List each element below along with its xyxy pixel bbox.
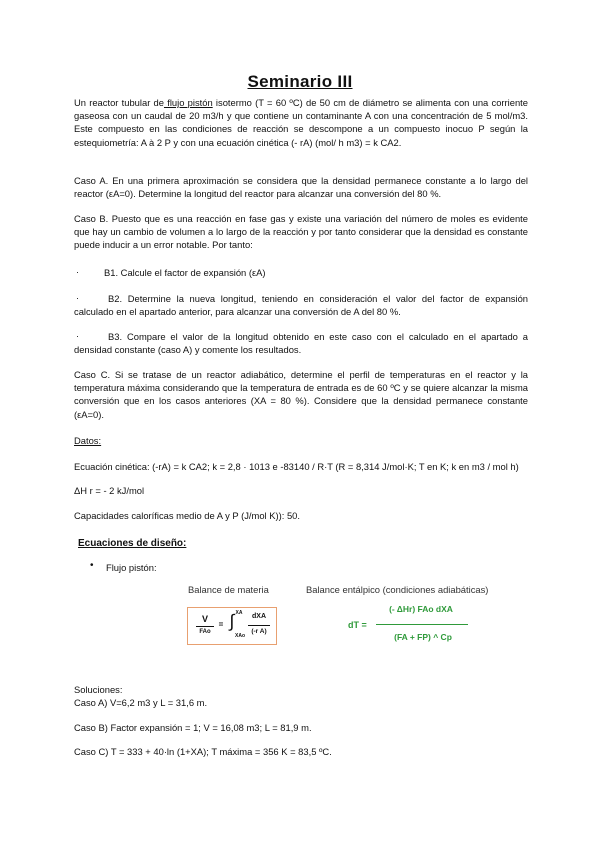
caso-b-paragraph: Caso B. Puesto que es una reacción en fase gas y existe una variación del número de moles es evidente que hay un cambio de volumen a lo largo de la reacción y por tanto considerar que la densidad es constante puede inducir a un error notable. Por tanto: [74, 213, 528, 251]
solucion-b: Caso B) Factor expansión = 1; V = 16,08 m3; L = 81,9 m. [74, 722, 312, 733]
intro-text-start: Un reactor tubular de [74, 97, 164, 108]
formula-v: V [201, 614, 208, 624]
frac-line-dxa [248, 625, 270, 626]
ecuaciones-heading: Ecuaciones de diseño: [78, 538, 187, 549]
flujo-piston-term: flujo pistón [163, 97, 213, 108]
integral-lower: XAo [235, 633, 245, 639]
bullet-b3: · [76, 330, 80, 341]
balance-entalpico-label: Balance entálpico (condiciones adiabáticas) [306, 584, 489, 595]
intro-text-rest: isotermo (T = 60 ºC) de 50 cm de diámetro se alimenta con una corriente gaseosa con un caudal de 20 m3/h y que contiene un contaminante A con una concentración de 5 mol/m3. Este compuesto en las condiciones de reacción se descompone a un compuesto inocuo P según la estequiometría: A à 2 P y con una ecuación cinética (- rA) (mol/ h m3) = k CA2. [74, 97, 528, 148]
frac-line-entalpico [376, 624, 468, 625]
soluciones-heading: Soluciones: [74, 684, 123, 695]
caso-a-paragraph: Caso A. En una primera aproximación se considera que la densidad permanece constante a lo largo del reactor (εA=0). Determine la longitud del reactor para alcanzar una conversión del 80 %. [74, 175, 528, 200]
intro-paragraph [74, 96, 528, 149]
bullet-b2: · [76, 292, 80, 303]
formula-fao: FAo [199, 629, 211, 635]
solucion-c: Caso C) T = 333 + 40·ln (1+XA); T máxima = 356 K = 83,5 ºC. [74, 746, 332, 757]
bullet-b1: · [76, 266, 80, 277]
datos-capacidades: Capacidades caloríficas medio de A y P (J/mol K)): 50. [74, 510, 300, 521]
formula-dt: dT = [348, 620, 367, 630]
flujo-bullet-icon: • [90, 560, 94, 571]
frac-line-v [196, 626, 214, 627]
page-title: Seminario III [247, 72, 353, 91]
formula-num: (- ΔHr) FAo dXA [389, 604, 453, 614]
item-b2: B2. Determine la nueva longitud, teniendo en consideración el valor del factor de expansión calculado en el apartado anterior, para alcanzar una conversión de A del 80 %. [74, 293, 528, 318]
item-b3: B3. Compare el valor de la longitud obtenido en este caso con el calculado en el apartado a densidad constante (caso A) y comente los resultados. [74, 331, 528, 356]
formula-equals: = [218, 620, 224, 629]
integral-upper: XA [235, 610, 243, 616]
formula-ra: (-r A) [251, 628, 267, 635]
datos-ecuacion: Ecuación cinética: (-rA) = k CA2; k = 2,8 · 1013 e -83140 / R·T (R = 8,314 J/mol·K; T en K; k en m3 / mol h) [74, 461, 519, 472]
formula-dxa: dXA [252, 613, 266, 620]
caso-c-paragraph: Caso C. Si se tratase de un reactor adiabático, determine el perfil de temperaturas en el reactor y la temperatura máxima considerando que la temperatura de entrada es de 60 ºC y se quiere alcanzar la misma conversión que en los casos anteriores (XA = 80 %). Considere que la densidad permanece constante (εA=0). [74, 369, 528, 420]
flujo-piston-label: Flujo pistón: [106, 562, 157, 573]
item-b1: B1. Calcule el factor de expansión (εA) [104, 267, 266, 278]
datos-heading: Datos: [74, 435, 102, 446]
balance-materia-label: Balance de materia [188, 584, 269, 595]
balance-materia-formula [187, 607, 277, 645]
formula-den: (FA + FP) ^ Cp [394, 632, 452, 642]
datos-entalpia: ΔH r = - 2 kJ/mol [74, 485, 145, 496]
integral-icon: ∫ [229, 611, 235, 631]
solucion-a: Caso A) V=6,2 m3 y L = 31,6 m. [74, 697, 208, 708]
